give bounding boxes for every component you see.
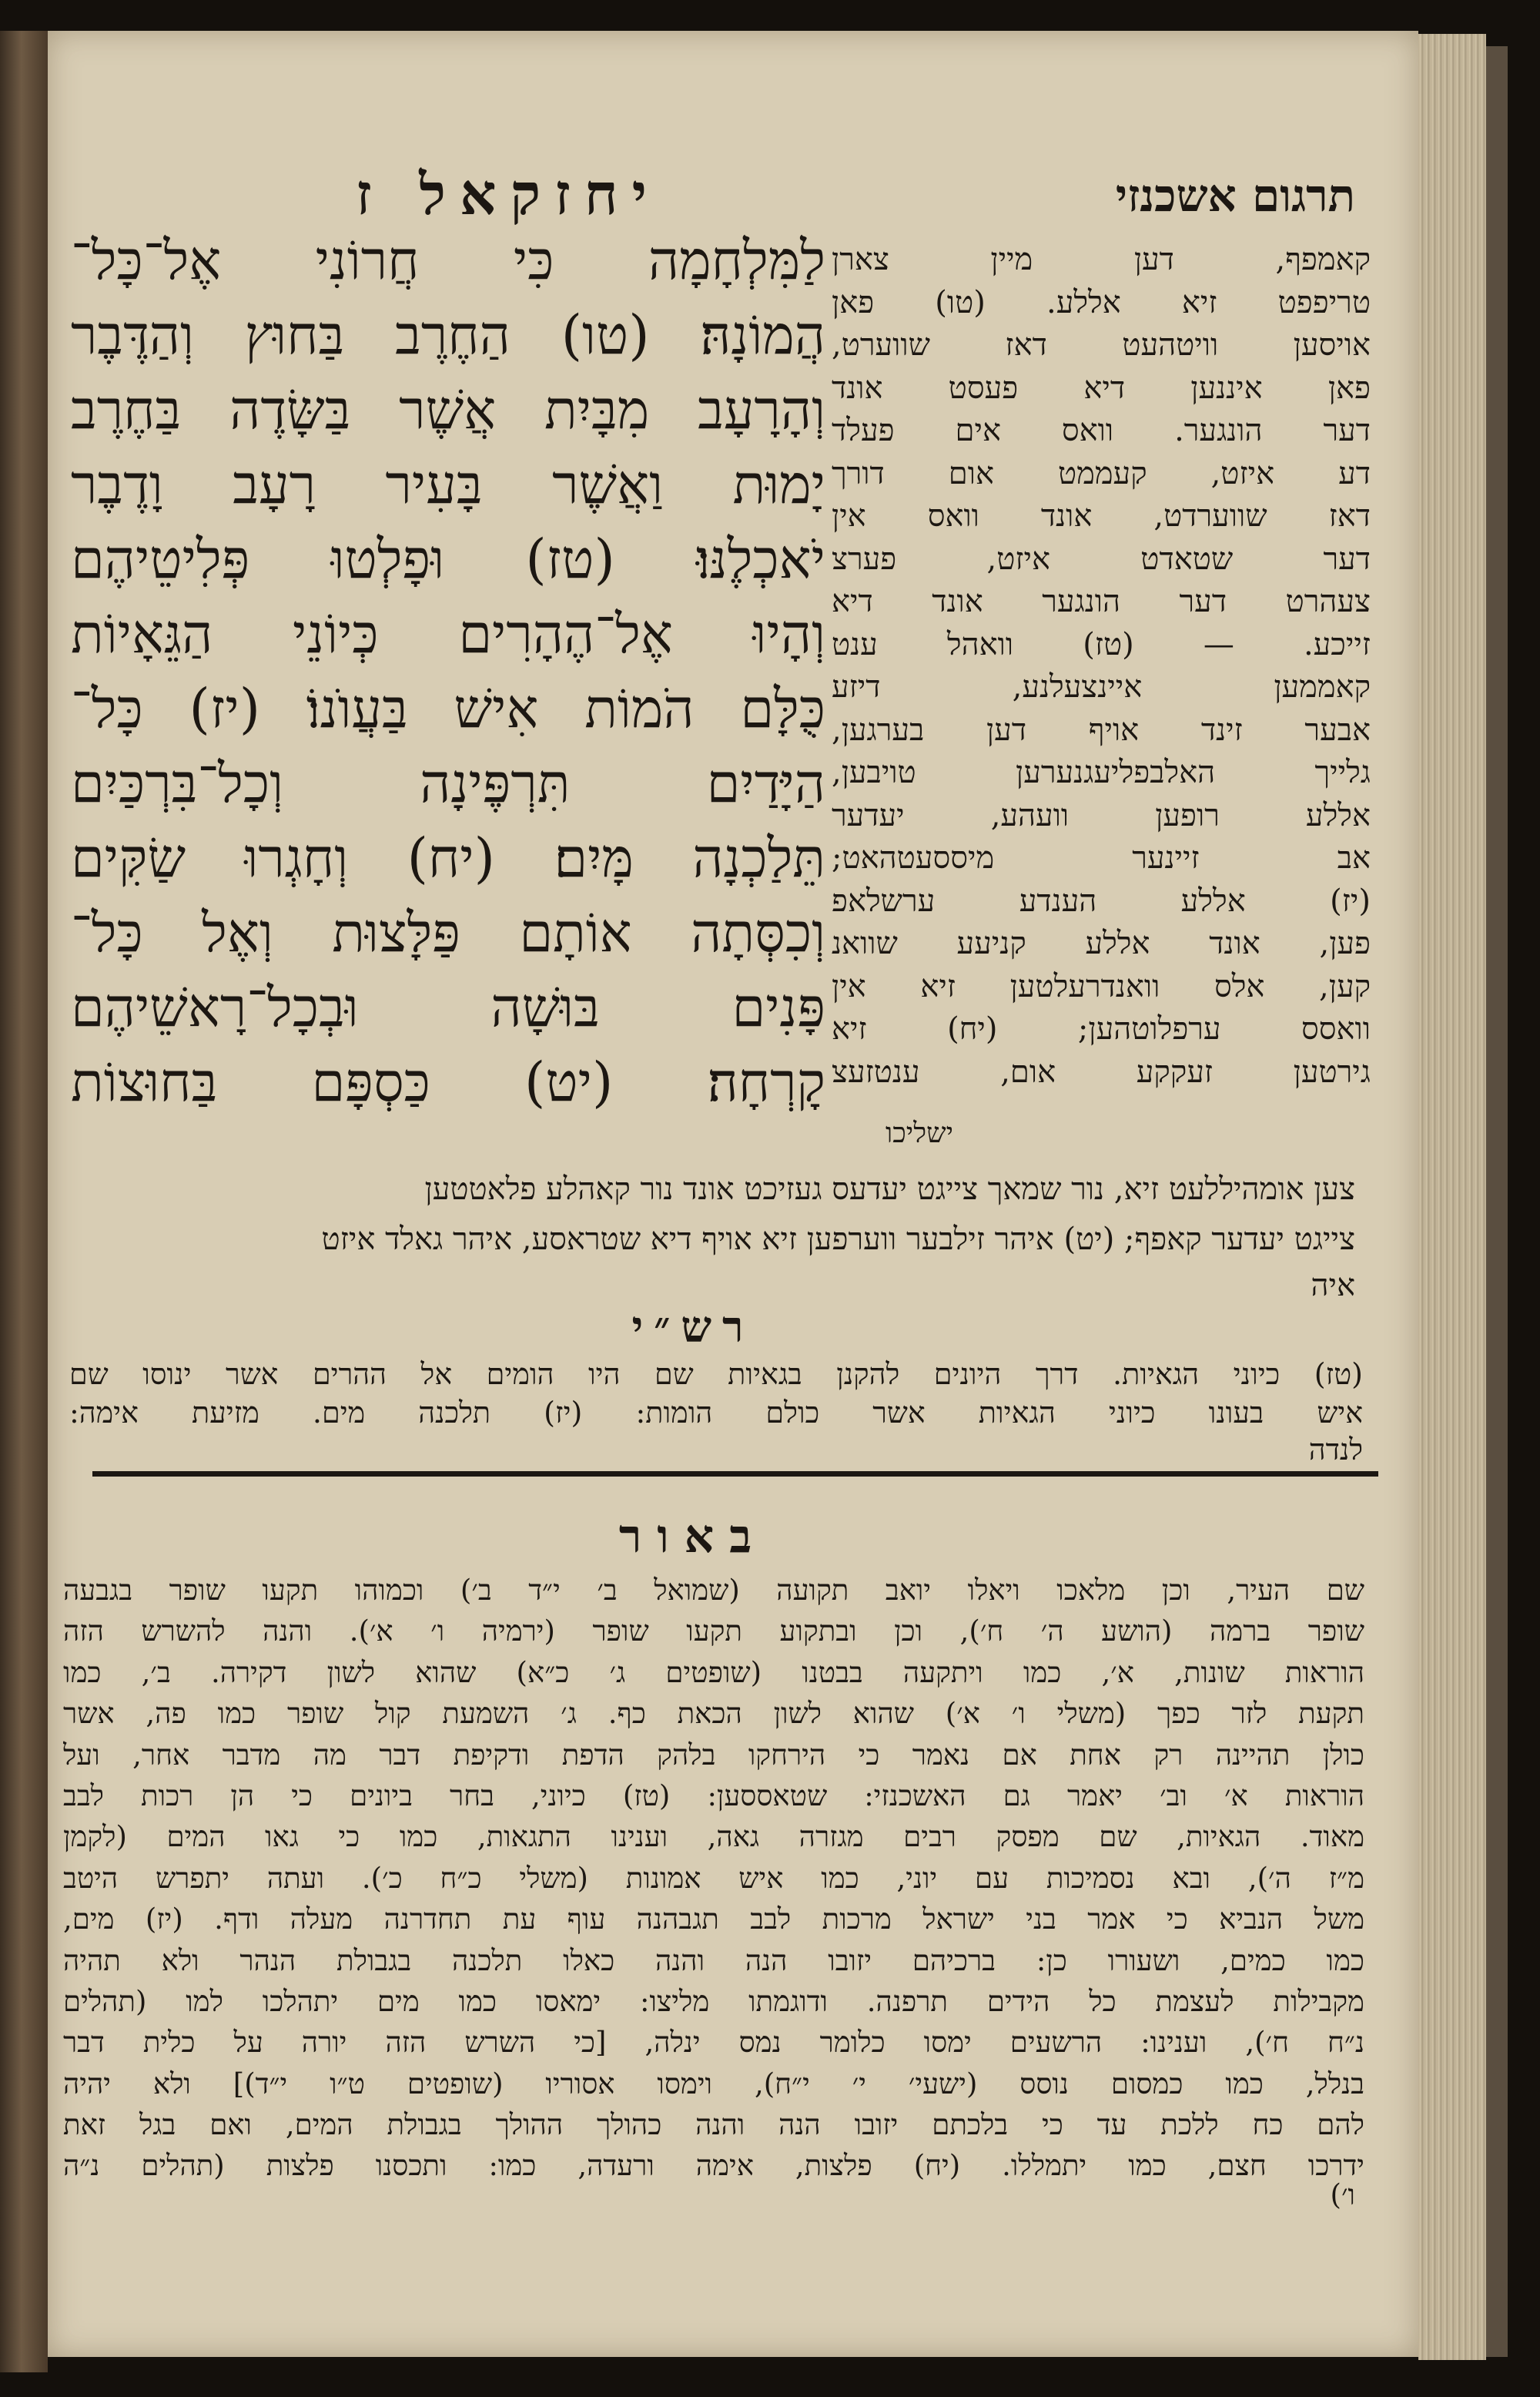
targum-line: זייכע. — (טז) וואהל ענט: [832, 626, 1371, 662]
biur-line: הוראות א׳ וב׳ יאמר גם האשכנזי: שטאססען: (טז) כיוני, בחר ביונים כי הן רכות לבב: [63, 1778, 1364, 1812]
biur-line: מ״ז ה׳), ובא נסמיכות עם יוני, כמו איש אמונות (משלי כ״ח כ׳). ועתה יתפרש היטב: [63, 1861, 1364, 1895]
main-hebrew-text: [71, 223, 825, 1120]
targum-line: צעהרט דער הונגער אונד דיא: [832, 584, 1371, 619]
targum-line: אב זיינער מיססעטהאט;: [832, 840, 1371, 876]
biur-line: תקעת לזר כפך (משלי ו׳ א׳) שהוא לשון הכאת כף. ג׳ השמעת קול שופר כמו פה, אשר: [63, 1697, 1364, 1731]
main-text-line: יֹאכְלֶנּוּ׃ (טז) וּפָלְטוּ פְּלִיטֵיהֶם: [71, 528, 825, 591]
main-text-line: לַמִּלְחָמָה כִּי חֲרוֹנִי אֶל־כָּל־: [71, 229, 825, 292]
biur-line: כמו כמים, ושעורו כן: ברכיהם יזובו הנה והנה כאלו תלכנה בגבולת הנהר ולא תהיה: [63, 1943, 1364, 1977]
targum-line: פאן איננען דיא פעסט אונד: [832, 370, 1371, 406]
main-text-line: וְהָיוּ אֶל־הֶהָרִים כְּיוֹנֵי הַגֵּאָיוֹת: [71, 602, 825, 665]
targum-line: קען, אלס וואנדרעלטען זיא אין: [832, 968, 1371, 1004]
rashi-line: לנדה: [1308, 1433, 1363, 1467]
rashi-line: איש בעונו כיוני הגאיות אשר כולם הומות: (יז) תלכנה מים. מזיעת אימה:: [69, 1396, 1363, 1430]
main-text-line: כֻּלָּם הֹמוֹת אִישׁ בַּעֲוֺנוֹ׃ (יז) כָּל־: [71, 677, 825, 740]
biur-line: נ״ח ח׳), וענינו: הרשעים ימסו כלומר נמס ינלה, [כי השרש הזה יורה על כלית דבר: [63, 2026, 1364, 2060]
section-divider: [92, 1471, 1378, 1477]
targum-line: פען, אונד אללע קניעע שוואנ: [832, 926, 1371, 961]
biur-line: שופר ברמה (הושע ה׳ ח׳), וכן ובתקוע תקעו שופר (ירמיה ו׳ א׳). והנה להשרש הזה: [63, 1614, 1364, 1648]
targum-wide-line: צען אומהיללעט זיא, נור שמאך צייגט יעדעס געזיכט אונד נור קאהלע פלאטטען: [424, 1172, 1355, 1207]
targum-line: טריפפט זיא אללע. (טו) פאן: [832, 284, 1371, 320]
page-edges: [1418, 34, 1486, 2360]
targum-line: אללע רופען וועהע, יעדער: [832, 797, 1371, 833]
main-text-line: הֲמוֹנָהּ׃ (טו) הַחֶרֶב בַּחוּץ וְהַדֶּבֶר: [71, 303, 825, 367]
biur-line: להם כח ללכת עד כי בלכתם יזובו הנה והנה כהולך ההולך בגבולת המים, ואם בגל זאת: [63, 2108, 1364, 2142]
main-text-line: יָמוּת וַאֲשֶׁר בָּעִיר רָעָב וָדֶבֶר: [71, 453, 825, 516]
biur-line: משל הנביא כי אמר בני ישראל מרכות לבב תגבהנה עוף עת תחדרנה מעלה ודף. (יז) מים,: [63, 1903, 1364, 1936]
header-targum-title: תרגום אשכנזי: [1115, 169, 1355, 222]
biur-line: ידרכו חצם, כמו יתמללו. (יח) פלצות, אימה ורעדה, כמו: ותכסנו פלצות (תהלים נ״ה: [63, 2149, 1364, 2183]
targum-line: דע איזט, קעממט אום דורך: [832, 455, 1371, 491]
targum-wide-line: איה: [1311, 1268, 1355, 1303]
biur-line: כולן תהיינה רק אחת אם נאמר כי הירחקו בלהק הדפת ודקיפת דבר מה מדבר אחר, ועל: [63, 1738, 1364, 1772]
biur-title: באור: [618, 1510, 768, 1564]
targum-line: גלייך האלבפליעגנערען טויבען,: [832, 755, 1371, 790]
main-text-line: וְהָרָעָב מִבָּיִת אֲשֶׁר בַּשָּׂדֶה בַּחֶרֶב: [71, 378, 825, 441]
main-text-line: וְכִסְּתָה אוֹתָם פַּלָּצוּת וְאֶל כָּל־: [71, 901, 825, 964]
targum-wide-line: צייגט יעדער קאפף; (יט) איהר זילבער ווערפען זיא אויף דיא שטראסע, איהר גאלד איזט: [321, 1222, 1355, 1257]
targum-line: דער שטאדט איזט, פערצ: [832, 541, 1371, 577]
biur-line: הוראות שונות, א׳, כמו ויתקעה בבטנו (שופטים ג׳ כ״א) שהוא לשון דקירה. ב׳, כמו: [63, 1655, 1364, 1689]
header-book-title: יחזקאל ז: [356, 162, 661, 228]
main-text-line: תֵּלַכְנָה מָּיִם׃ (יח) וְחָגְרוּ שַׂקִּים: [71, 826, 825, 890]
targum-line: דאז שווערדט, אונד וואס אין: [832, 498, 1371, 534]
rashi-title: רש״י: [631, 1302, 755, 1353]
biur-commentary: [63, 1570, 1364, 2187]
targum-column: [832, 239, 1371, 1094]
targum-line: דער הונגער. וואס אים פעלד: [832, 413, 1371, 448]
main-text-line: פָּנִים בּוּשָׁה וּבְכָל־רָאשֵׁיהֶם: [71, 976, 825, 1039]
book-cover-edge: [1486, 46, 1508, 2357]
targum-line: גירטען זעקקע אום, ענטזעצ: [832, 1054, 1371, 1090]
targum-line: אויסען וויטהעט דאז שווערט,: [832, 327, 1371, 363]
biur-line: שם העיר, וכן מלאכו ויאלו יואב תקועה (שמואל ב׳ י״ד ב׳) וכמוהו תקעו שופר בגבעה: [63, 1574, 1364, 1607]
targum-line: אבער זינד אויף דען בערגען,: [832, 712, 1371, 748]
main-text-line: קָרְחָה׃ (יט) כַּסְפָּם בַּחוּצוֹת: [71, 1051, 825, 1114]
biur-line: בנלל, כמו כמסום נוסס (ישעי׳ י׳ י״ח), וימסו אסוריו (שופטים ט״ו י״ד)] ולא יהיה: [63, 2067, 1364, 2100]
biur-line: ו׳): [1330, 2178, 1355, 2211]
targum-line: קאממען איינצעלנע, דיזע: [832, 669, 1371, 705]
targum-line: קאמפף, דען מיין צארן: [832, 242, 1371, 277]
catchword: ישליכו: [886, 1118, 954, 1149]
biur-line: מאוד. הגאיות, שם מפסק רבים מגזרה גאה, וענינו התגאות, כמו כי גאו המים (לקמן: [63, 1820, 1364, 1854]
rashi-line: (טז) כיוני הגאיות. דרך היונים להקנן בגאיות שם היו הומים אל ההרים אשר ינוסו שם: [69, 1357, 1363, 1391]
book-spine: [0, 31, 48, 2372]
targum-line: (יז) אללע הענדע ערשלאפ: [832, 883, 1371, 919]
biur-line: מקבילות לעצמת כל הידים תרפנה. ודוגמתו מליצו: ימאסו כמו מים יתהלכו למו (תהלים: [63, 1984, 1364, 2018]
main-text-line: הַיָּדַיִם תִּרְפֶּינָה וְכָל־בִּרְכַּיִם: [71, 752, 825, 815]
targum-line: וואסס ערפלוטהען; (יח) זיא: [832, 1011, 1371, 1047]
